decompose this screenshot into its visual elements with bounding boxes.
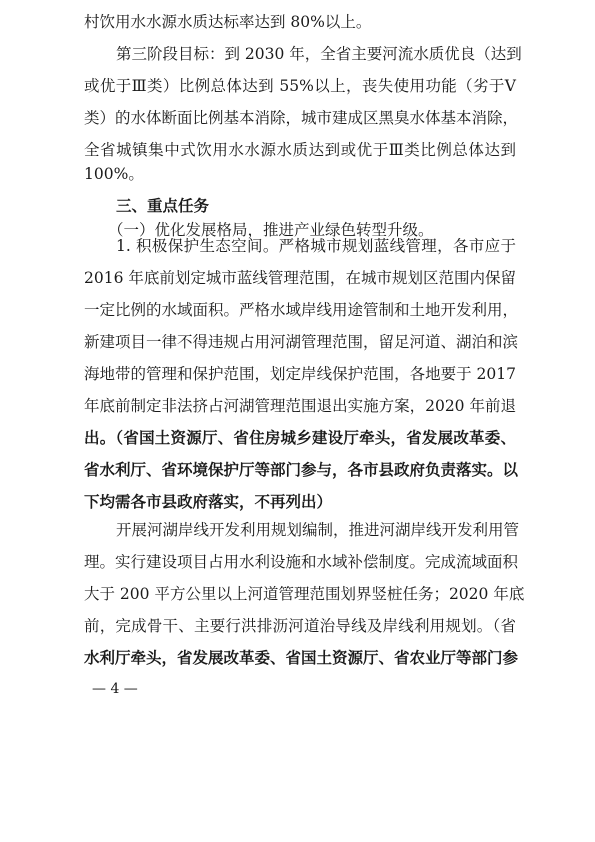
text-line-19: 理。实行建设项目占用水利设施和水域补偿制度。完成流域面积 xyxy=(84,553,519,571)
text-line-14: 年底前制定非法挤占河湖管理范围退出实施方案，2020 年前退 xyxy=(84,397,516,415)
text-line-20: 大于 200 平方公里以上河道管理范围划界竖桩任务；2020 年底 xyxy=(84,585,525,603)
text-line-12: 新建项目一律不得违规占用河湖管理范围，留足河道、湖泊和滨 xyxy=(84,333,519,351)
text-line-10: 2016 年底前划定城市蓝线管理范围，在城市规划区范围内保留 xyxy=(84,269,516,287)
text-line-5: 全省城镇集中式饮用水水源水质达到或优于Ⅲ类比例总体达到 xyxy=(84,141,516,159)
text-line-1: 村饮用水水源水质达标率达到 80%以上。 xyxy=(84,13,372,31)
text-line-22: 水利厅牵头，省发展改革委、省国土资源厅、省农业厅等部门参 xyxy=(84,648,519,667)
text-line-15: 出。（省国土资源厅、省住房城乡建设厅牵头，省发展改革委、 xyxy=(84,428,516,447)
text-line-11: 一定比例的水域面积。严格水域岸线用途管制和土地开发利用， xyxy=(84,301,519,319)
text-line-17: 下均需各市县政府落实，不再列出） xyxy=(84,492,333,511)
text-line-9: 1. 积极保护生态空间。严格城市规划蓝线管理，各市应于 xyxy=(116,237,516,255)
page-number: — 4 — xyxy=(92,681,138,697)
section-heading: 三、重点任务 xyxy=(116,197,210,215)
text-line-3: 或优于Ⅲ类）比例总体达到 55%以上，丧失使用功能（劣于Ⅴ xyxy=(84,77,516,95)
text-line-2: 第三阶段目标：到 2030 年，全省主要河流水质优良（达到 xyxy=(116,45,522,63)
text-line-4: 类）的水体断面比例基本消除，城市建成区黑臭水体基本消除， xyxy=(84,109,519,127)
text-line-13: 海地带的管理和保护范围，划定岸线保护范围，各地要于 2017 xyxy=(84,365,516,383)
text-line-18: 开展河湖岸线开发利用规划编制，推进河湖岸线开发利用管 xyxy=(116,521,520,539)
text-line-21: 前，完成骨干、主要行洪排沥河道治导线及岸线利用规划。（省 xyxy=(84,617,516,635)
subsection-heading: （一）优化发展格局，推进产业绿色转型升级。 xyxy=(108,221,434,239)
text-line-16: 省水利厅、省环境保护厅等部门参与，各市县政府负责落实。以 xyxy=(84,460,519,479)
text-line-6: 100%。 xyxy=(84,165,144,183)
